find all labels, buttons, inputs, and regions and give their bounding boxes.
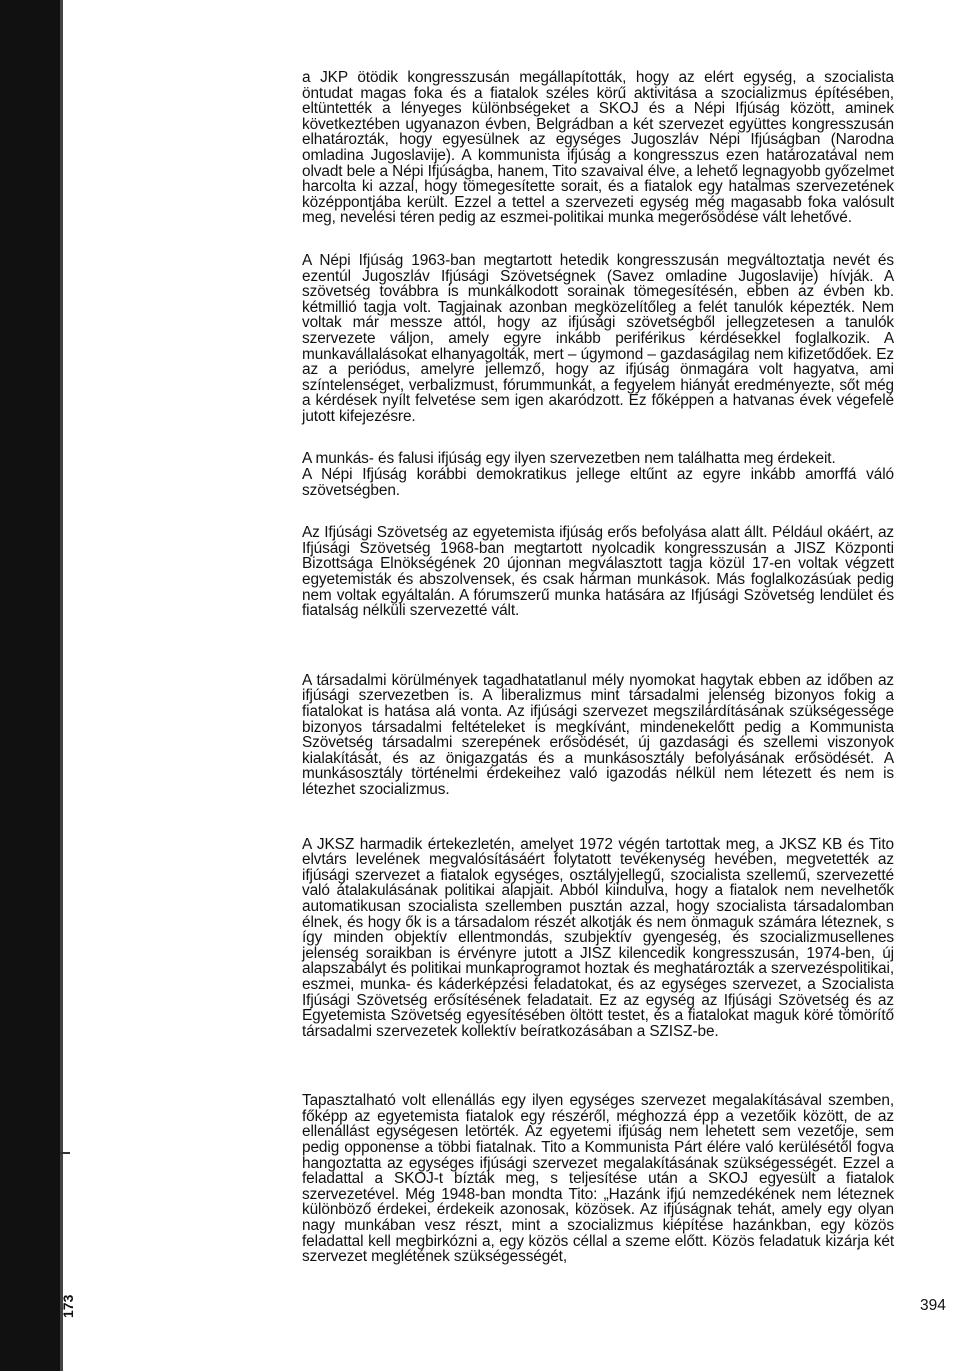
document-body bbox=[302, 70, 894, 1265]
margin-mark bbox=[60, 1152, 70, 1154]
paragraph-3-line-1: A munkás- és falusi ifjúság egy ilyen szervezetben nem találhatta meg érdekeit. bbox=[302, 450, 836, 468]
paragraph-3 bbox=[302, 451, 894, 498]
scanned-page-edge bbox=[0, 0, 62, 1371]
scan-edge-shadow bbox=[60, 0, 63, 1371]
page-number: 394 bbox=[920, 1297, 946, 1314]
edge-marks: 173 bbox=[60, 1294, 76, 1318]
paragraph-3-line-2: A Népi Ifjúság korábbi demokratikus jellege eltűnt az egyre inkább amorffá váló szövetségben. bbox=[302, 466, 894, 499]
paragraph-2: A Népi Ifjúság 1963-ban megtartott hetedik kongresszusán megváltoztatja nevét és ezentúl Jugoszláv Ifjúsági Szövetségnek (Savez omladine Jugoslavije) hívják. A szövetség továbbra is munkálkodott sorainak tömegesítésén, ebben az évben kb. kétmillió tagja volt. Tagjainak azonban megközelítőleg a felét tanulók képezték. Nem voltak már messze attól, hogy az ifjúsági szövetségből jellegzetesen a tanulók szervezete váljon, amely egyre inkább periférikus kérdésekkel foglalkozik. A munkavállalásokat elhanyagolták, mert – úgymond – gazdaságilag nem kifizetődőek. Ez az a periódus, amelyre jellemző, hogy az ifjúság önmagára volt hagyatva, ami színtelenséget, verbalizmust, fórummunkát, a fegyelem hiányát eredményezte, sőt még a kérdések nyílt felvetése sem igen akaródzott. Ez főképpen a hatvanas évek végefelé jutott kifejezésre. bbox=[302, 251, 894, 425]
paragraph-4: Az Ifjúsági Szövetség az egyetemista ifjúság erős befolyása alatt állt. Például okáért, az Ifjúsági Szövetség 1968-ban megtartott nyolcadik kongresszusán a JISZ Központi Bizottsága Elnökségének 20 újonnan megválasztott tagja közül 17-en voltak végzett egyetemisták és abszolvensek, és csak hárman munkások. Más foglalkozásúak pedig nem voltak egyáltalán. A fórumszerű munka hatására az Ifjúsági Szövetség lendület és fiatalság nélküli szervezetté vált. bbox=[302, 524, 894, 620]
paragraph-7: Tapasztalható volt ellenállás egy ilyen egységes szervezet megalakításával szemben, főképp az egyetemista fiatalok egy részéről, méghozzá épp a vezetőik között, de az ellenállást egységesen letörték. Az egyetemi ifjúság nem lehetett sem vezetője, sem pedig opponense a többi fiatalnak. Tito a Kommunista Párt élére való kerülésétől fogva hangoztatta az egységes ifjúsági szervezet megalakításának szükségességét. Ezzel a feladattal a SKOJ-t bízták meg, s teljesítése után a SKOJ egyesült a fiatalok szervezetével. Még 1948-ban mondta Tito: „Hazánk ifjú nemzedékének nem léteznek különböző érdekei, érdekeik azonosak, közösek. Az ifjúságnak tehát, amely egy olyan nagy munkában vesz részt, mint a szocializmus kiépítése hazánkban, egy közös feladattal kell megbirkózni a, egy közös céllal a szeme előtt. Közös feladatuk kizárja két szervezet meglétének szükségességét, bbox=[302, 1092, 894, 1266]
paragraph-5: A társadalmi körülmények tagadhatatlanul mély nyomokat hagytak ebben az időben az ifjúsági szervezetben is. A liberalizmus mint társadalmi jelenség bizonyos fokig a fiatalokat is hatása alá vonta. Az ifjúsági szervezet megszilárdításának szükségessége bizonyos társadalmi feltételeket is megkívánt, mindenekelőtt pedig a Kommunista Szövetség társadalmi szerepének erősödését, új gazdasági és szellemi viszonyok kialakítását, és az önigazgatás és a munkásosztály befolyásának erősödését. A munkásosztály történelmi érdekeihez való igazodás nélkül nem létezett és nem is létezhet szocializmus. bbox=[302, 671, 894, 798]
paragraph-6: A JKSZ harmadik értekezletén, amelyet 1972 végén tartottak meg, a JKSZ KB és Tito elvtárs levelének megvalósításáért folytatott tevékenység hevében, megvetették az ifjúsági szervezet a fiatalok egységes, osztályjellegű, szocialista szellemű, szervezetté való átalakulásának politikai alapjait. Abból kiindulva, hogy a fiatalok nem nevelhetők automatikusan szocialista szellemben pusztán azzal, hogy szocialista társadalomban élnek, és hogy ők is a társadalom részét alkotják és nem önmaguk számára léteznek, s így minden objektív ellentmondás, szubjektív gyengeség, és szocializmusellenes jelenség soraikban is érvényre jutott a JISZ kilencedik kongresszusán, 1974-ben, új alapszabályt és politikai munkaprogramot hoztak és meghatározták a szervezéspolitikai, eszmei, munka- és káderképzési feladatokat, és az egységes szervezet, a Szocialista Ifjúsági Szövetség erősítésének feladatait. Ez az egység az Ifjúsági Szövetség és az Egyetemista Szövetség egyesítésében öltött testet, és a fiatalokat maguk köré tömörítő társadalmi szervezetek kollektív beíratkozásában a SZISZ-be. bbox=[302, 835, 894, 1040]
paragraph-1: a JKP ötödik kongresszusán megállapították, hogy az elért egység, a szocialista öntudat magas foka és a fiatalok széles körű aktivitása a szocializmus építésében, eltüntették a lényeges különbségeket a SKOJ és a Népi Ifjúság között, aminek következtében ugyanazon évben, Belgrádban a két szervezet együttes kongresszusán elhatározták, hogy egyesülnek az egységes Jugoszláv Népi Ifjúságban (Narodna omladina Jugoslavije). A kommunista ifjúság a kongresszus ezen határozatával nem olvadt bele a Népi Ifjúságba, hanem, Tito szavaival élve, a lehető legnagyobb győzelmet harcolta ki azzal, hogy tömegesítette sorait, és a fiatalok egy hatalmas szervezetének középpontjába került. Ezzel a tettel a szervezeti egység még magasabb foka valósult meg, nevelési téren pedig az eszmei-politikai munka megerősödése vált lehetővé. bbox=[302, 69, 894, 227]
